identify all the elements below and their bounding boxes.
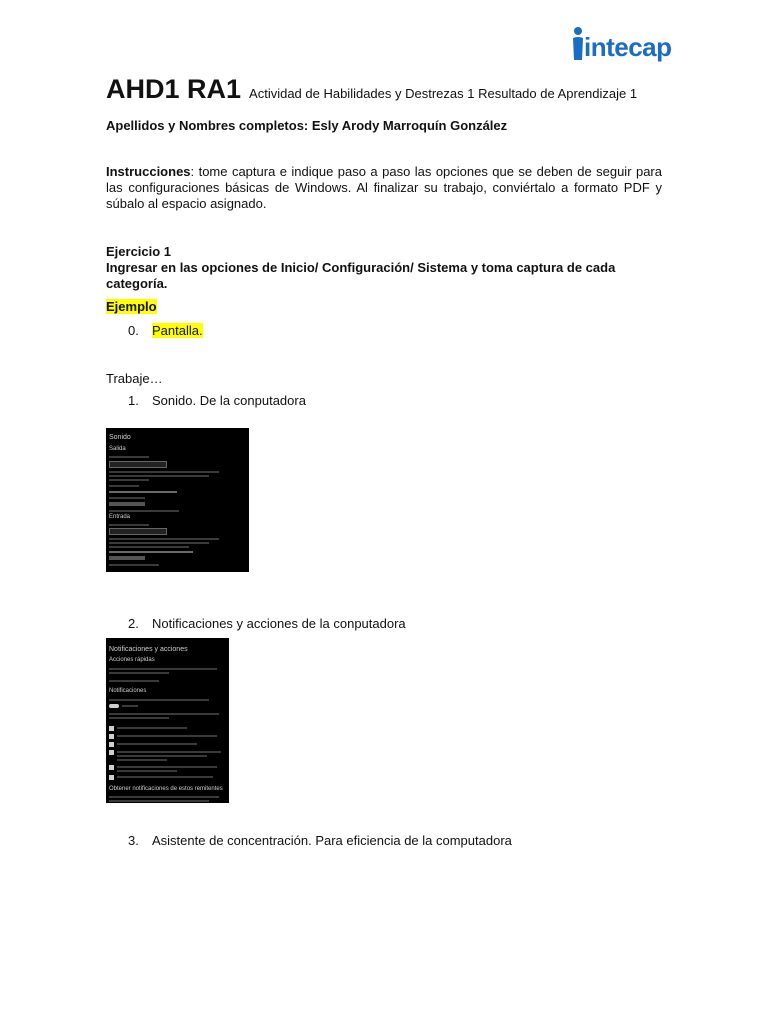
instructions <box>106 164 662 212</box>
item-number: 2. <box>128 616 139 631</box>
student-name: Apellidos y Nombres completos: Esly Arody Marroquín González <box>106 118 508 133</box>
exercise-title: Ejercicio 1 <box>106 244 172 259</box>
activity-code: AHD1 RA1 <box>106 74 242 104</box>
example-item-number: 0. <box>128 323 139 338</box>
notif-quick-actions: Acciones rápidas <box>109 657 155 663</box>
example-item <box>128 323 428 339</box>
item-number: 1. <box>128 393 139 408</box>
sound-title: Sonido <box>109 434 131 441</box>
list-item <box>128 833 588 849</box>
example-label: Ejemplo <box>106 299 157 314</box>
sound-output-heading: Salida <box>109 446 126 452</box>
example-item-text: Pantalla. <box>152 323 203 338</box>
work-label: Trabaje… <box>106 371 163 386</box>
exercise-prompt: Ingresar en las opciones de Inicio/ Configuración/ Sistema y toma captura de cada categoría. <box>106 260 616 291</box>
intecap-logo <box>570 26 672 66</box>
page-title <box>106 74 637 105</box>
sound-input-heading: Entrada <box>109 514 131 520</box>
notif-senders-heading: Obtener notificaciones de estos remitentes <box>109 786 223 792</box>
instructions-lead: Instrucciones <box>106 164 191 179</box>
item-number: 3. <box>128 833 139 848</box>
list-item <box>128 393 528 409</box>
instructions-text: : tome captura e indique paso a paso las opciones que se deben de seguir para las configuraciones básicas de Windows. Al finalizar su trabajo, conviértalo a formato PDF y súbalo al espacio asignado. <box>106 164 662 211</box>
logo-text: intecap <box>584 32 672 62</box>
item-text: Sonido. De la conputadora <box>152 393 306 408</box>
activity-subtitle: Actividad de Habilidades y Destrezas 1 Resultado de Aprendizaje 1 <box>249 86 638 101</box>
item-text: Notificaciones y acciones de la conputadora <box>152 616 406 631</box>
sound-settings-screenshot <box>106 428 249 572</box>
notif-heading: Notificaciones <box>109 688 147 694</box>
notifications-settings-screenshot <box>106 638 229 803</box>
list-item <box>128 616 528 632</box>
item-text: Asistente de concentración. Para eficiencia de la computadora <box>152 833 512 848</box>
notif-title: Notificaciones y acciones <box>109 646 188 653</box>
